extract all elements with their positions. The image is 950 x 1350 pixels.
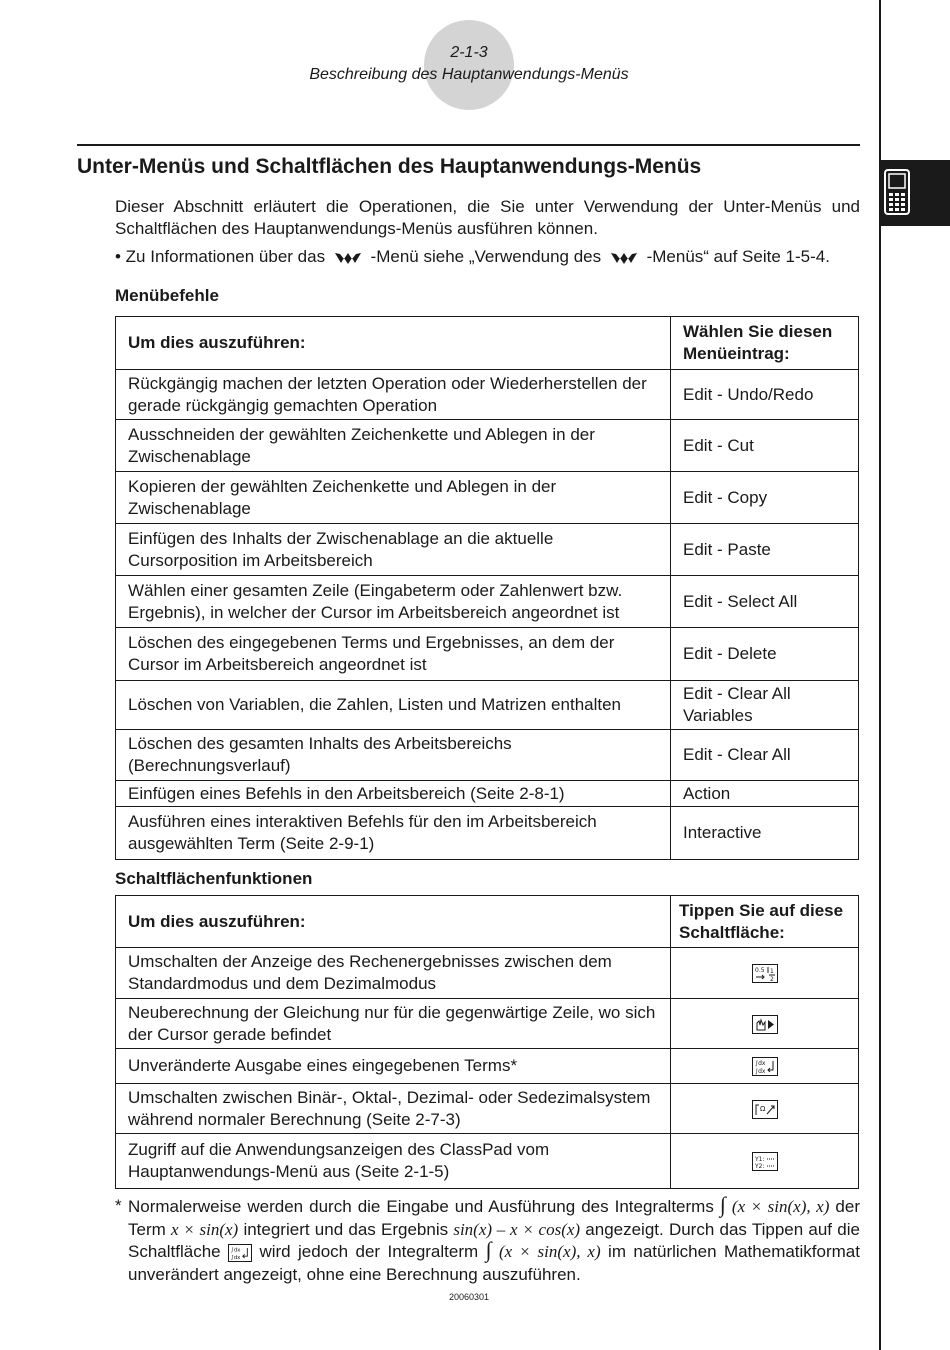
action-cell: Neuberechnung der Gleichung nur für die gegenwärtige Zeile, wo sich der Cursor gerade befindet bbox=[116, 999, 671, 1049]
action-cell: Ausschneiden der gewählten Zeichenkette und Ablegen in der Zwischenablage bbox=[116, 420, 671, 472]
column-header: Tippen Sie auf diese Schaltfläche: bbox=[671, 896, 859, 948]
simplify-off-icon bbox=[228, 1244, 252, 1262]
page-number: 2-1-3 bbox=[450, 44, 488, 61]
section-title: Unter-Menüs und Schaltflächen des Hauptanwendungs-Menüs bbox=[77, 155, 702, 178]
action-cell: Umschalten der Anzeige des Rechenergebnisses zwischen dem Standardmodus und dem Dezimalmodus bbox=[116, 948, 671, 999]
button-cell bbox=[671, 1049, 859, 1084]
action-cell: Einfügen eines Befehls in den Arbeitsbereich (Seite 2-8-1) bbox=[116, 781, 671, 807]
menu-item-cell: Action bbox=[671, 781, 859, 807]
menu-commands-heading: Menübefehle bbox=[115, 286, 219, 305]
recalculate-icon bbox=[752, 1015, 778, 1034]
table-row bbox=[116, 576, 859, 628]
action-cell: Löschen von Variablen, die Zahlen, Listen und Matrizen enthalten bbox=[116, 681, 671, 730]
base-conversion-icon bbox=[752, 1100, 778, 1119]
menu-icon bbox=[334, 251, 362, 265]
table-row bbox=[116, 681, 859, 730]
table-row bbox=[116, 1084, 859, 1134]
action-cell: Löschen des eingegebenen Terms und Ergebnisses, an dem der Cursor im Arbeitsbereich angeordnet ist bbox=[116, 628, 671, 681]
menu-item-cell: Interactive bbox=[671, 807, 859, 860]
intro-paragraph: Dieser Abschnitt erläutert die Operationen, die Sie unter Verwendung der Unter-Menüs und Schaltflächen des Hauptanwendungs-Menüs ausführen können. bbox=[115, 197, 860, 238]
svg-text:∫dx: ∫dx bbox=[230, 1247, 241, 1254]
table-header-row bbox=[116, 896, 859, 948]
menu-commands-table bbox=[115, 316, 859, 860]
table-header-row bbox=[116, 317, 859, 370]
math-expression: x × sin(x) bbox=[171, 1219, 239, 1239]
column-header: Wählen Sie diesen Menüeintrag: bbox=[671, 317, 859, 370]
svg-text:∫dx: ∫dx bbox=[754, 1068, 765, 1076]
table-row bbox=[116, 948, 859, 999]
table-row bbox=[116, 1134, 859, 1189]
svg-text:∫dx: ∫dx bbox=[230, 1254, 241, 1261]
page-number-circle bbox=[424, 20, 514, 110]
standard-decimal-toggle-icon bbox=[752, 964, 778, 983]
menu-item-cell: Edit - Select All bbox=[671, 576, 859, 628]
menu-icon bbox=[610, 251, 638, 265]
menu-item-cell: Edit - Cut bbox=[671, 420, 859, 472]
action-cell: Kopieren der gewählten Zeichenkette und Ablegen in der Zwischenablage bbox=[116, 472, 671, 524]
footnote-text: wird jedoch der Integralterm bbox=[259, 1242, 479, 1261]
math-expression: (x × sin(x), x) bbox=[499, 1242, 601, 1261]
integral-symbol: ∫ bbox=[485, 1237, 492, 1262]
column-header: Um dies auszuführen: bbox=[116, 317, 671, 370]
menu-item-cell: Edit - Undo/Redo bbox=[671, 370, 859, 420]
bullet-text-3: -Menüs“ auf Seite 1-5-4. bbox=[646, 247, 830, 266]
button-cell bbox=[671, 948, 859, 999]
svg-text:2: 2 bbox=[769, 976, 774, 983]
footnote-text: im natürlichen Mathematikformat unverändert angezeigt, ohne eine Berechnung auszuführen. bbox=[128, 1242, 860, 1284]
svg-text:Y2:: Y2: bbox=[754, 1163, 765, 1171]
table-row bbox=[116, 730, 859, 781]
math-expression: sin(x) – x × cos(x) bbox=[453, 1219, 581, 1239]
action-cell: Löschen des gesamten Inhalts des Arbeitsbereichs (Berechnungsverlauf) bbox=[116, 730, 671, 781]
footnote-text: angezeigt. Durch das Tippen auf die Schaltfläche bbox=[128, 1219, 860, 1261]
table-row bbox=[116, 472, 859, 524]
button-cell bbox=[671, 1134, 859, 1189]
menu-item-cell: Edit - Delete bbox=[671, 628, 859, 681]
footnote-text: der Term bbox=[128, 1197, 860, 1239]
footnote bbox=[128, 1192, 860, 1286]
calculator-icon bbox=[884, 169, 910, 215]
bullet-note bbox=[115, 247, 830, 267]
button-functions-table bbox=[115, 895, 859, 1189]
svg-text:Y1:: Y1: bbox=[754, 1156, 765, 1164]
svg-text:Ω: Ω bbox=[759, 1104, 765, 1113]
action-cell: Rückgängig machen der letzten Operation oder Wiederherstellen der gerade rückgängig gemachten Operation bbox=[116, 370, 671, 420]
button-cell bbox=[671, 1084, 859, 1134]
footnote-marker: * bbox=[115, 1196, 122, 1215]
bullet-text-1: • Zu Informationen über das bbox=[115, 247, 326, 266]
action-cell: Umschalten zwischen Binär-, Oktal-, Dezimal- oder Sedezimalsystem während normaler Berechnung (Seite 2-7-3) bbox=[116, 1084, 671, 1134]
simplify-off-icon bbox=[752, 1057, 778, 1076]
menu-item-cell: Edit - Clear All Variables bbox=[671, 681, 859, 730]
date-code: 20060301 bbox=[448, 1292, 490, 1302]
column-header: Um dies auszuführen: bbox=[116, 896, 671, 948]
table-row bbox=[116, 628, 859, 681]
table-row bbox=[116, 807, 859, 860]
integral-symbol: ∫ bbox=[719, 1192, 726, 1217]
svg-text:0.5: 0.5 bbox=[754, 967, 765, 975]
table-row bbox=[116, 420, 859, 472]
button-cell bbox=[671, 999, 859, 1049]
chapter-side-tab bbox=[880, 160, 950, 226]
table-row bbox=[116, 999, 859, 1049]
table-row bbox=[116, 524, 859, 576]
heading-rule bbox=[77, 144, 860, 146]
application-window-icon bbox=[752, 1152, 778, 1171]
svg-text:∫dx: ∫dx bbox=[754, 1060, 765, 1068]
svg-text:1: 1 bbox=[769, 968, 774, 976]
table-row bbox=[116, 1049, 859, 1084]
action-cell: Einfügen des Inhalts der Zwischenablage an die aktuelle Cursorposition im Arbeitsbereich bbox=[116, 524, 671, 576]
button-functions-heading: Schaltflächenfunktionen bbox=[115, 869, 313, 888]
menu-item-cell: Edit - Paste bbox=[671, 524, 859, 576]
footnote-text: Normalerweise werden durch die Eingabe und Ausführung des Integralterms bbox=[128, 1197, 714, 1216]
action-cell: Zugriff auf die Anwendungsanzeigen des ClassPad vom Hauptanwendungs-Menü aus (Seite 2-1-5) bbox=[116, 1134, 671, 1189]
page-subtitle: Beschreibung des Hauptanwendungs-Menüs bbox=[309, 66, 629, 83]
menu-item-cell: Edit - Clear All bbox=[671, 730, 859, 781]
table-row bbox=[116, 781, 859, 807]
math-expression: (x × sin(x), x) bbox=[731, 1197, 830, 1216]
action-cell: Unveränderte Ausgabe eines eingegebenen Terms* bbox=[116, 1049, 671, 1084]
footnote-text: integriert und das Ergebnis bbox=[243, 1219, 449, 1239]
bullet-text-2: -Menü siehe „Verwendung des bbox=[370, 247, 602, 266]
action-cell: Wählen einer gesamten Zeile (Eingabeterm oder Zahlenwert bzw. Ergebnis), in welcher der Cursor im Arbeitsbereich angeordnet ist bbox=[116, 576, 671, 628]
table-row bbox=[116, 370, 859, 420]
menu-item-cell: Edit - Copy bbox=[671, 472, 859, 524]
action-cell: Ausführen eines interaktiven Befehls für den im Arbeitsbereich ausgewählten Term (Seite 2-9-1) bbox=[116, 807, 671, 860]
